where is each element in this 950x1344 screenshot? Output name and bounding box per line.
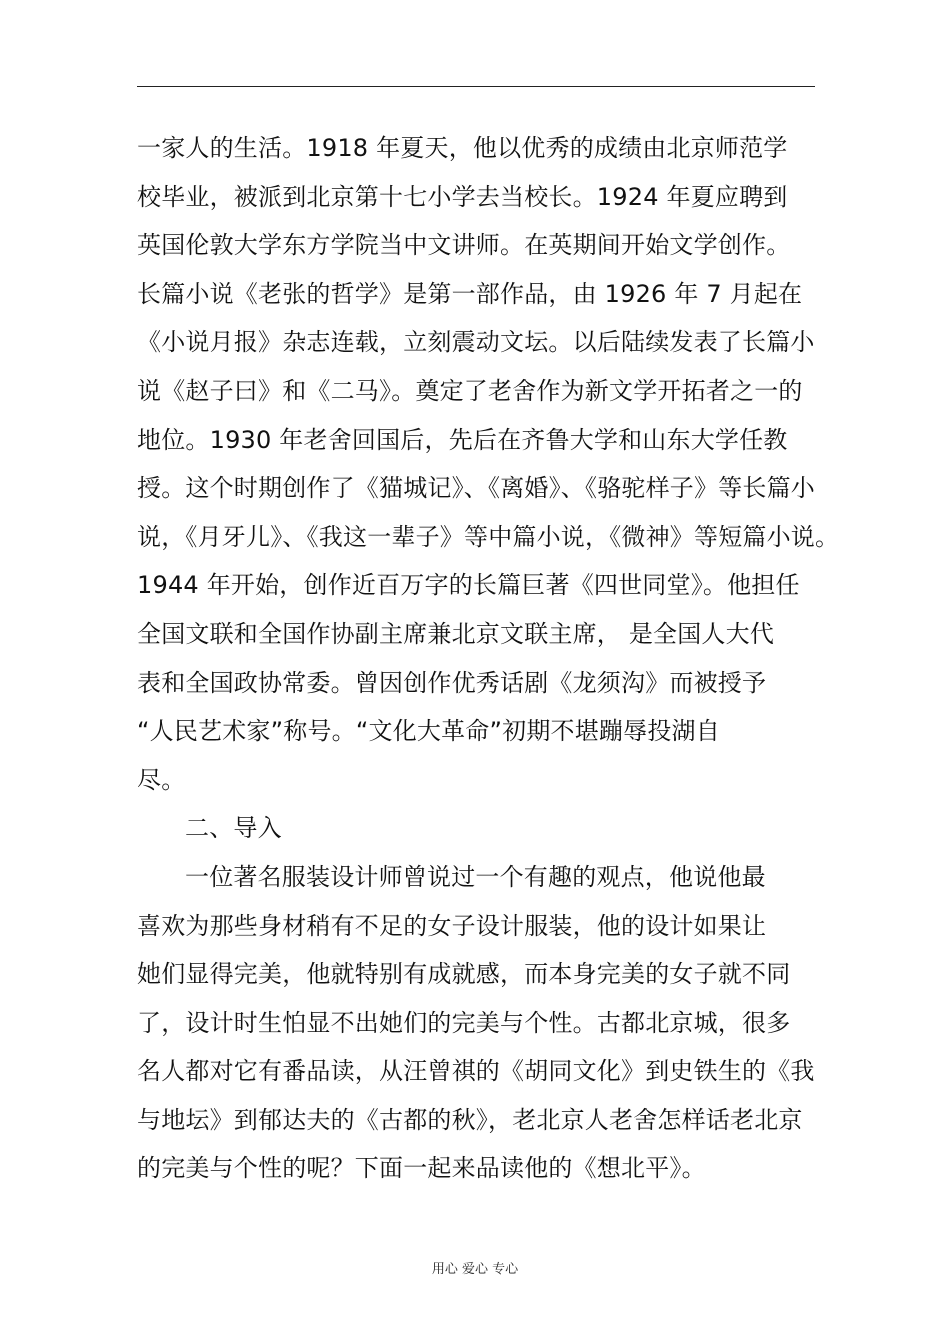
section-heading: 二、导入 [185,814,282,843]
intro-line: 了，设计时生怕显不出她们的完美与个性。古都北京城，很多 [137,1008,791,1037]
body-line: 授。这个时期创作了《猫城记》、《离婚》、《骆驼样子》等长篇小 [137,474,815,503]
intro-line: 喜欢为那些身材稍有不足的女子设计服装，他的设计如果让 [137,911,767,940]
intro-line: 一位著名服装设计师曾说过一个有趣的观点，他说他最 [185,862,766,891]
body-line: 《小说月报》杂志连载，立刻震动文坛。以后陆续发表了长篇小 [137,328,815,357]
body-line: 校毕业，被派到北京第十七小学去当校长。1924 年夏应聘到 [137,182,788,211]
body-line: 1944 年开始，创作近百万字的长篇巨著《四世同堂》。他担任 [137,571,800,600]
intro-line: 与地坛》到郁达夫的《古都的秋》，老北京人老舍怎样话老北京 [137,1105,803,1134]
body-line: 说《赵子曰》和《二马》。奠定了老舍作为新文学开拓者之一的 [137,376,803,405]
body-line: 英国伦敦大学东方学院当中文讲师。在英期间开始文学创作。 [137,231,791,260]
document-body [137,124,840,1193]
body-line: 地位。1930 年老舍回国后，先后在齐鲁大学和山东大学任教 [137,425,788,454]
header-rule [137,86,815,87]
body-line: “人民艺术家”称号。“文化大革命”初期不堪蹦辱投湖自 [137,717,720,746]
body-line: 表和全国政协常委。曾因创作优秀话剧《龙须沟》而被授予 [137,668,767,697]
page-footer: 用心 爱心 专心 [431,1262,519,1277]
body-line: 全国文联和全国作协副主席兼北京文联主席， 是全国人大代 [137,619,775,648]
intro-line: 名人都对它有番品读，从汪曾祺的《胡同文化》到史铁生的《我 [137,1057,815,1086]
body-line: 说，《月牙儿》、《我这一辈子》等中篇小说，《微神》等短篇小说。 [137,522,840,551]
intro-line: 的完美与个性的呢？下面一起来品读他的《想北平》。 [137,1154,706,1183]
body-line: 尽。 [137,765,186,794]
body-line: 长篇小说《老张的哲学》是第一部作品，由 1926 年 7 月起在 [137,279,803,308]
intro-line: 她们显得完美，他就特别有成就感，而本身完美的女子就不同 [137,960,791,989]
body-line: 一家人的生活。1918 年夏天，他以优秀的成绩由北京师范学 [137,134,788,162]
